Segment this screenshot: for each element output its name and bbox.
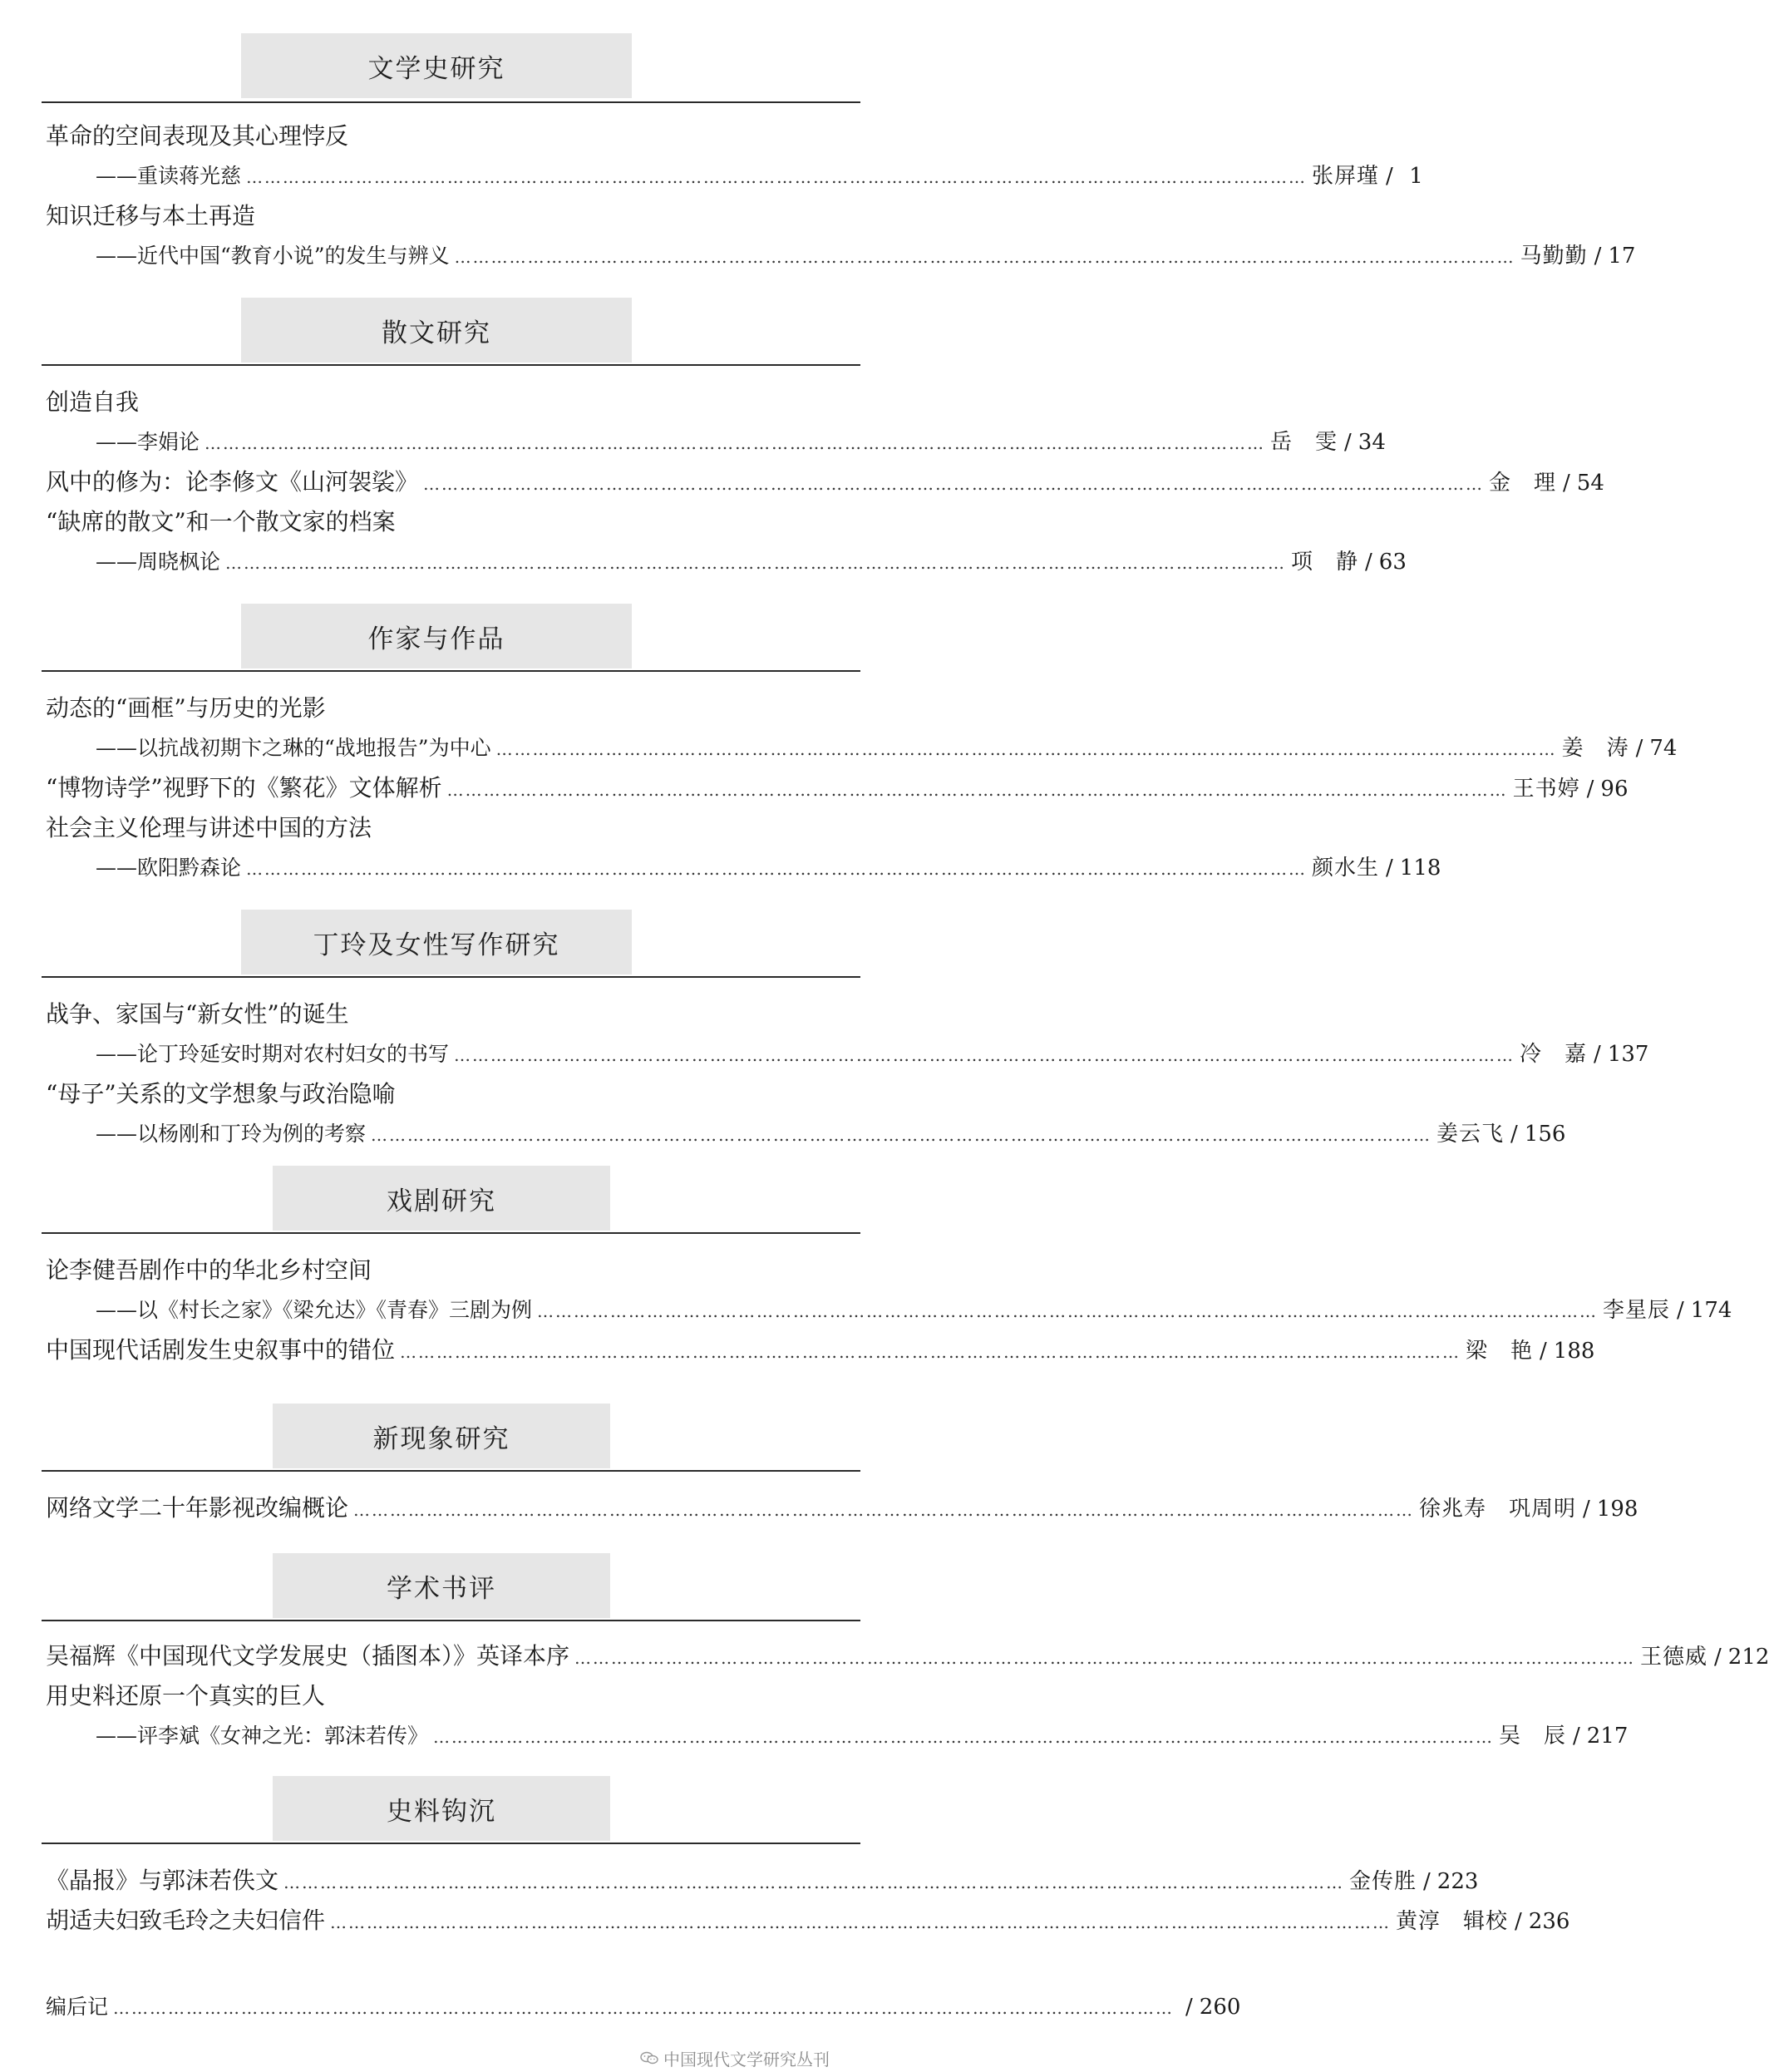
entry-title[interactable]: 动态的“画框”与历史的光影 bbox=[46, 694, 326, 722]
entry-subtitle: ——评李斌《女神之光：郭沫若传》 bbox=[96, 1724, 429, 1748]
entry-page: 17 bbox=[1608, 244, 1636, 269]
entry-subtitle: ——论丁玲延安时期对农村妇女的书写 bbox=[96, 1042, 450, 1066]
section-rule bbox=[42, 976, 860, 978]
page-separator: / bbox=[1365, 550, 1372, 575]
toc-entry[interactable] bbox=[46, 1335, 1595, 1365]
section-title: 新现象研究 bbox=[273, 1404, 610, 1468]
page-separator: / bbox=[1386, 856, 1393, 881]
leader-dots: ………………………………………………………………………………………………………………………………………………………… bbox=[330, 1912, 1392, 1932]
entry-subtitle: ——李娟论 bbox=[96, 430, 200, 454]
page-separator: / bbox=[1714, 1645, 1722, 1670]
entry-title: 网络文学二十年影视改编概论 bbox=[46, 1494, 349, 1522]
entry-page: 34 bbox=[1358, 430, 1386, 455]
entry-author: 吴 辰 bbox=[1499, 1724, 1567, 1749]
toc-entry[interactable] bbox=[96, 853, 1441, 883]
entry-author: 王书婷 bbox=[1512, 777, 1580, 802]
toc-entry[interactable] bbox=[96, 1721, 1629, 1751]
entry-title[interactable]: 知识迁移与本土再造 bbox=[46, 202, 256, 229]
section-rule bbox=[42, 1470, 860, 1472]
toc-entry[interactable] bbox=[96, 161, 1423, 191]
page-separator: / bbox=[1510, 1122, 1518, 1147]
toc-entry[interactable] bbox=[96, 1119, 1566, 1149]
entry-page: 74 bbox=[1649, 736, 1678, 761]
entry-subtitle: ——以杨刚和丁玲为例的考察 bbox=[96, 1122, 367, 1146]
entry-page: 260 bbox=[1199, 1995, 1241, 2020]
page-separator: / bbox=[1386, 164, 1393, 189]
page-separator: / bbox=[1635, 736, 1643, 761]
entry-page: 188 bbox=[1553, 1339, 1595, 1364]
toc-entry[interactable] bbox=[96, 1295, 1732, 1325]
leader-dots: ………………………………………………………………………………………………………………………………………………………… bbox=[495, 739, 1557, 759]
entry-page: 174 bbox=[1690, 1298, 1732, 1323]
entry-title[interactable]: “母子”关系的文学想象与政治隐喻 bbox=[46, 1080, 396, 1108]
leader-dots: ………………………………………………………………………………………………………………………………………………………… bbox=[113, 1998, 1175, 2018]
toc-entry-postscript[interactable] bbox=[46, 1992, 1241, 2022]
section-title: 戏剧研究 bbox=[273, 1166, 610, 1231]
section-rule bbox=[42, 101, 860, 103]
toc-entry[interactable] bbox=[46, 1493, 1638, 1523]
entry-page: 118 bbox=[1399, 856, 1441, 881]
page-separator: / bbox=[1677, 1298, 1684, 1323]
entry-subtitle: ——以《村长之家》《梁允达》《青春》三剧为例 bbox=[96, 1298, 533, 1322]
entry-page: 212 bbox=[1727, 1645, 1769, 1670]
entry-title: 中国现代话剧发生史叙事中的错位 bbox=[46, 1336, 396, 1364]
leader-dots: ………………………………………………………………………………………………………………………………………………………… bbox=[454, 247, 1515, 267]
section-rule bbox=[42, 1620, 860, 1621]
entry-author: 张屏瑾 bbox=[1312, 164, 1380, 189]
section-rule bbox=[42, 1843, 860, 1844]
entry-title[interactable]: 创造自我 bbox=[46, 388, 140, 416]
entry-title[interactable]: 论李健吾剧作中的华北乡村空间 bbox=[46, 1256, 372, 1284]
leader-dots: ………………………………………………………………………………………………………………………………………………………… bbox=[446, 780, 1508, 800]
entry-author: 金 理 bbox=[1489, 471, 1557, 496]
entry-author: 姜云飞 bbox=[1436, 1122, 1505, 1147]
entry-subtitle: ——欧阳黔森论 bbox=[96, 856, 242, 880]
leader-dots: ………………………………………………………………………………………………………………………………………………………… bbox=[204, 433, 1266, 453]
toc-entry[interactable] bbox=[96, 427, 1386, 457]
entry-title[interactable]: 战争、家国与“新女性”的诞生 bbox=[46, 1000, 349, 1028]
entry-author: 冷 嘉 bbox=[1520, 1042, 1588, 1067]
entry-author: 颜水生 bbox=[1312, 856, 1380, 881]
entry-page: 137 bbox=[1607, 1042, 1649, 1067]
toc-entry[interactable] bbox=[46, 1866, 1479, 1896]
entry-subtitle: ——周晓枫论 bbox=[96, 550, 221, 574]
page-separator: / bbox=[1586, 777, 1594, 802]
toc-entry[interactable] bbox=[46, 1906, 1570, 1936]
entry-page: 96 bbox=[1600, 777, 1629, 802]
entry-author: 徐兆寿 巩周明 bbox=[1419, 1497, 1577, 1522]
entry-author: 李星辰 bbox=[1603, 1298, 1671, 1323]
entry-author: 项 静 bbox=[1291, 550, 1359, 575]
entry-page: 156 bbox=[1524, 1122, 1566, 1147]
entry-author: 黄淳 辑校 bbox=[1396, 1909, 1509, 1934]
toc-entry[interactable] bbox=[96, 733, 1678, 763]
toc-entry[interactable] bbox=[46, 773, 1629, 803]
section-title: 丁玲及女性写作研究 bbox=[241, 910, 632, 974]
section-rule bbox=[42, 670, 860, 672]
section-title: 学术书评 bbox=[273, 1553, 610, 1618]
leader-dots: ………………………………………………………………………………………………………………………………………………………… bbox=[454, 1045, 1515, 1065]
section-title: 史料钩沉 bbox=[273, 1776, 610, 1841]
entry-author: 金传胜 bbox=[1349, 1869, 1417, 1894]
leader-dots: ………………………………………………………………………………………………………………………………………………………… bbox=[353, 1500, 1415, 1520]
entry-page: 198 bbox=[1596, 1497, 1638, 1522]
entry-author: 岳 雯 bbox=[1270, 430, 1338, 455]
page-separator: / bbox=[1573, 1724, 1580, 1749]
entry-author: 姜 涛 bbox=[1561, 736, 1629, 761]
entry-title[interactable]: “缺席的散文”和一个散文家的档案 bbox=[46, 508, 396, 535]
wechat-icon bbox=[640, 2051, 658, 2065]
entry-author: 王德威 bbox=[1640, 1645, 1708, 1670]
section-title: 散文研究 bbox=[241, 298, 632, 363]
entry-page: 63 bbox=[1378, 550, 1407, 575]
leader-dots: ………………………………………………………………………………………………………………………………………………………… bbox=[537, 1301, 1599, 1321]
section-rule bbox=[42, 1232, 860, 1234]
page-separator: / bbox=[1185, 1995, 1193, 2020]
entry-subtitle: ——以抗战初期卞之琳的“战地报告”为中心 bbox=[96, 736, 491, 760]
leader-dots: ………………………………………………………………………………………………………………………………………………………… bbox=[283, 1872, 1345, 1892]
entry-subtitle: ——近代中国“教育小说”的发生与辨义 bbox=[96, 244, 450, 268]
watermark-text: 中国现代文学研究丛刊 bbox=[663, 2049, 830, 2070]
leader-dots: ………………………………………………………………………………………………………………………………………………………… bbox=[246, 167, 1308, 187]
leader-dots: ………………………………………………………………………………………………………………………………………………………… bbox=[371, 1125, 1432, 1145]
page-separator: / bbox=[1423, 1869, 1431, 1894]
section-title: 文学史研究 bbox=[241, 33, 632, 98]
toc-entry[interactable] bbox=[96, 1039, 1649, 1069]
leader-dots: ………………………………………………………………………………………………………………………………………………………… bbox=[574, 1648, 1636, 1668]
entry-title[interactable]: 社会主义伦理与讲述中国的方法 bbox=[46, 814, 372, 841]
entry-page: 223 bbox=[1436, 1869, 1479, 1894]
leader-dots: ………………………………………………………………………………………………………………………………………………………… bbox=[423, 474, 1485, 494]
page-separator: / bbox=[1515, 1909, 1522, 1934]
toc-entry[interactable] bbox=[96, 547, 1407, 577]
entry-subtitle: ——重读蒋光慈 bbox=[96, 164, 242, 188]
entry-page: 236 bbox=[1528, 1909, 1570, 1934]
toc-entry[interactable] bbox=[46, 467, 1604, 497]
page-separator: / bbox=[1344, 430, 1352, 455]
section-rule bbox=[42, 364, 860, 366]
entry-title: 吴福辉《中国现代文学发展史（插图本）》英译本序 bbox=[46, 1642, 570, 1670]
toc-entry[interactable] bbox=[96, 241, 1636, 271]
leader-dots: ………………………………………………………………………………………………………………………………………………………… bbox=[433, 1727, 1495, 1747]
page-separator: / bbox=[1540, 1339, 1547, 1364]
entry-page: 217 bbox=[1586, 1724, 1629, 1749]
page-separator: / bbox=[1563, 471, 1570, 496]
entry-title[interactable]: 用史料还原一个真实的巨人 bbox=[46, 1682, 326, 1709]
entry-title[interactable]: 革命的空间表现及其心理悖反 bbox=[46, 122, 349, 150]
watermark bbox=[640, 2047, 830, 2069]
entry-author: 梁 艳 bbox=[1466, 1339, 1534, 1364]
leader-dots: ………………………………………………………………………………………………………………………………………………………… bbox=[400, 1342, 1461, 1362]
entry-title: 胡适夫妇致毛玲之夫妇信件 bbox=[46, 1907, 326, 1934]
leader-dots: ………………………………………………………………………………………………………………………………………………………… bbox=[246, 859, 1308, 879]
entry-author: 马勤勤 bbox=[1520, 244, 1588, 269]
entry-page: 1 bbox=[1409, 164, 1423, 189]
page-separator: / bbox=[1594, 1042, 1601, 1067]
entry-page: 54 bbox=[1576, 471, 1604, 496]
section-title: 作家与作品 bbox=[241, 604, 632, 668]
entry-title: 编后记 bbox=[46, 1995, 109, 2019]
toc-entry[interactable] bbox=[46, 1641, 1769, 1671]
entry-title: “博物诗学”视野下的《繁花》文体解析 bbox=[46, 774, 442, 802]
page-separator: / bbox=[1594, 244, 1602, 269]
entry-title: 风中的修为：论李修文《山河袈裟》 bbox=[46, 468, 419, 496]
entry-title: 《晶报》与郭沫若佚文 bbox=[46, 1867, 279, 1894]
leader-dots: ………………………………………………………………………………………………………………………………………………………… bbox=[225, 553, 1287, 573]
page-separator: / bbox=[1583, 1497, 1590, 1522]
